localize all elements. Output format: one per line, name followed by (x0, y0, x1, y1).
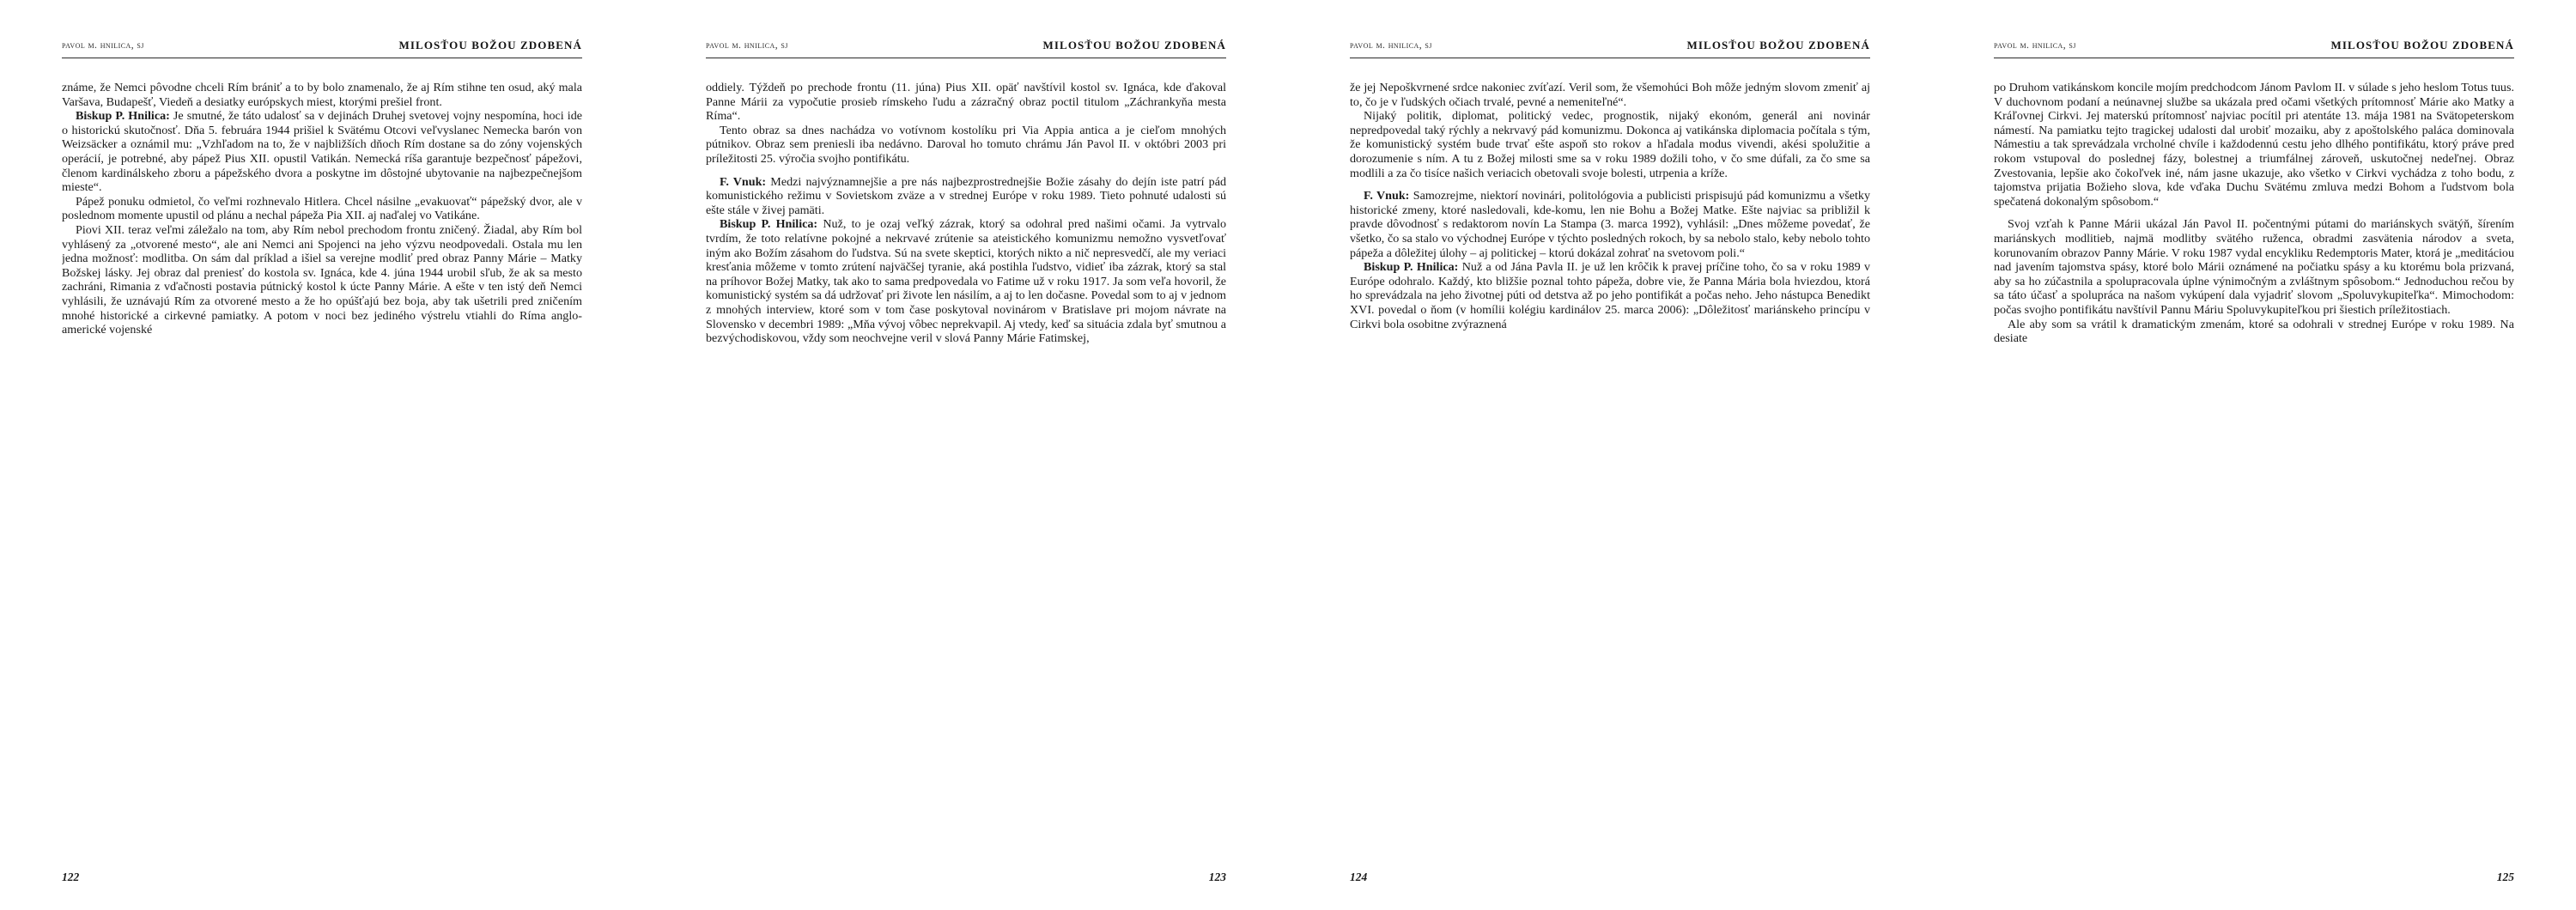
paragraph-text: Nuž, to je ozaj veľký zázrak, ktorý sa odohral pred našimi očami. Ja vytrvalo tvrdím, že toto relatívne pokojné a nekrvavé zrútenie sa ateistického komunizmu nemožno vysvetľovať iným ako Božím zásahom do ľudstva. Sú na svete skeptici, ktorých nikto a nič nepresvedčí, ale my veriaci kresťania môžeme v tomto zrútení najväčšej tyranie, aká postihla ľudstvo, vidieť iba zázrak, ktorý sa stal na príhovor Božej Matky, tak ako to sama predpovedala vo Fatime už v roku 1917. Ja som veľa hovoril, že komunistický systém sa dá udržovať pri živote len násilím, a aj to len dočasne. Povedal som to aj v jednom z mnohých interview, ktoré som v tom čase poskytoval novinárom v Bratislave pri mojom návrate na Slovensko v decembri 1989: „Mňa vývoj vôbec neprekvapil. Aj vtedy, keď sa situácia zdala byť smutnou a bezvýchodiskovou, vždy som neochvejne veril v slová Panny Márie Fatimskej, (706, 217, 1226, 346)
paragraph-text: Piovi XII. teraz veľmi záležalo na tom, aby Rím nebol prechodom frontu zničený. Žiadal, aby Rím bol vyhlásený za „otvorené mesto“, ale ani Nemci ani Spojenci na jeho výzvu neodpovedali. Ostala mu len jedna možnosť: modlitba. On sám dal príklad a išiel sa verejne modliť pred obraz Panny Márie – Matky Božskej lásky. Jej obraz dal preniesť do kostola sv. Ignáca, kde 4. júna 1944 urobil sľub, že ak sa mesto zachráni, Rimania z vďačnosti postavia pútnický kostol k úcte Panny Márie. A ešte v ten istý deň Nemci vyhlásili, že uznávajú Rím za otvorené mesto a že ho opúšťajú bez boja, aby tak ušetrili pred zničením mnohé historické a cirkevné pamiatky. A potom v noci bez jediného výstrelu vtiahli do Ríma anglo-americké vojenské (62, 222, 582, 337)
running-head-author: pavol m. hnilica, sj (1994, 40, 2076, 51)
book-page-122 (0, 0, 644, 910)
paragraph-text: Nuž a od Jána Pavla II. je už len krôčik k pravej príčine toho, čo sa v roku 1989 v Európe odohralo. Každý, kto bližšie poznal tohto pápeža, dobre vie, že Panna Mária bola hviezdou, ktorá ho sprevádzala na jeho životnej púti od detstva až po jeho pontifikát a počas neho. Jeho nástupca Benedikt XVI. povedal o ňom (v homílii kolégiu kardinálov 25. marca 2006): „Dôležitosť mariánskeho princípu v Cirkvi bola osobitne zvýraznená (1350, 260, 1870, 331)
paragraph (1994, 81, 2514, 209)
book-page-124 (1288, 0, 1932, 910)
running-head-title: MILOSŤOU BOŽOU ZDOBENÁ (398, 39, 582, 52)
page-header (1994, 36, 2514, 58)
speaker-label: Biskup P. Hnilica: (1364, 260, 1459, 275)
paragraph (706, 124, 1226, 167)
paragraph-text: Ale aby som sa vrátil k dramatickým zmenám, ktoré sa odohrali v strednej Európe v roku 1989. Na desiate (1994, 317, 2514, 346)
paragraph (1350, 260, 1870, 331)
page-body (1994, 81, 2514, 858)
paragraph (62, 81, 582, 109)
running-head-author: pavol m. hnilica, sj (1350, 40, 1432, 51)
paragraph-text: známe, že Nemci pôvodne chceli Rím brániť a to by bolo znamenalo, že aj Rím stihne ten osud, aký mala Varšava, Budapešť, Viedeň a desiatky európskych miest, ktorými prešiel front. (62, 81, 582, 109)
paragraph (1994, 217, 2514, 317)
paragraph (706, 81, 1226, 124)
page-number: 125 (2496, 871, 2514, 883)
paragraph (62, 195, 582, 223)
page-header (62, 36, 582, 58)
page-number: 122 (62, 871, 80, 883)
paragraph-text: oddiely. Týždeň po prechode frontu (11. júna) Pius XII. opäť navštívil kostol sv. Ignáca, kde ďakoval Panne Márii za vypočutie prosieb rímskeho ľudu a zázračný obraz poctil titulom „Záchrankyňa mesta Ríma“. (706, 81, 1226, 124)
paragraph-text: že jej Nepoškvrnené srdce nakoniec zvíťazí. Veril som, že všemohúci Boh môže jedným slovom zmeniť aj to, čo je v ľudských očiach trvalé, pevné a nemeniteľné“. (1350, 81, 1870, 109)
page-body (1350, 81, 1870, 858)
paragraph (706, 217, 1226, 345)
page-number: 123 (1208, 871, 1226, 883)
paragraph-text: Medzi najvýznamnejšie a pre nás najbezprostrednejšie Božie zásahy do dejín iste patrí pád komunistického režimu v Sovietskom zväze a v strednej Európe v roku 1989. Tieto pohnuté udalosti sú ešte stále v živej pamäti. (706, 174, 1226, 217)
page-body (62, 81, 582, 858)
paragraph-text: Samozrejme, niektorí novinári, politológovia a publicisti prispisujú pád komunizmu a všetky historické zmeny, ktoré nasledovali, kde-komu, len nie Bohu a Božej Matke. Ešte najviac sa približil k pravde dôvodnosť s redaktorom novín La Stampa (3. marca 1992), vyhlásil: „Dnes môžeme povedať, že všetko, čo sa stalo vo východnej Európe v týchto posledných rokoch, by sa nebolo stalo, keby nebolo tohto pápeža a dôležitej úlohy – aj politickej – ktorú dokázal zohrať na svetovom poli.“ (1350, 189, 1870, 260)
paragraph-text: Nijaký politik, diplomat, politický vedec, prognostik, nijaký ekonóm, generál ani novinár nepredpovedal taký rýchly a nekrvavý pád komunizmu. Dokonca aj vatikánska diplomacia počítala s tým, že komunistický systém bude trvať ešte aspoň sto rokov a hľadala modus vivendi, akési spolužitie a dorozumenie s ním. A tu z Božej milosti sme sa v roku 1989 dožili toho, v čo sme dúfali, za čo sme sa modlili a za čo tisíce našich veriacich obetovali svoje bolesti, utrpenia a kríže. (1350, 109, 1870, 180)
paragraph (1350, 109, 1870, 180)
book-page-123 (644, 0, 1288, 910)
page-body (706, 81, 1226, 858)
paragraph (1350, 81, 1870, 109)
page-header (706, 36, 1226, 58)
paragraph-text: Tento obraz sa dnes nachádza vo votívnom kostolíku pri Via Appia antica a je cieľom mnohých pútnikov. Obraz sem preniesli iba nedávno. Daroval ho tomuto chrámu Ján Pavol II. v októbri 2003 pri príležitosti 25. výročia svojho pontifikátu. (706, 123, 1226, 166)
speaker-label: Biskup P. Hnilica: (76, 109, 170, 124)
running-head-author: pavol m. hnilica, sj (706, 40, 788, 51)
paragraph (62, 223, 582, 337)
paragraph (706, 175, 1226, 218)
running-head-title: MILOSŤOU BOŽOU ZDOBENÁ (1686, 39, 1870, 52)
paragraph-text: po Druhom vatikánskom koncile mojím predchodcom Jánom Pavlom II. v súlade s jeho heslom Totus tuus. V duchovnom podaní a neúnavnej službe sa ukázala pred očami všetkých prítomnosť Márie ako Matky a Kráľovnej Cirkvi. Jej materskú prítomnosť najviac pocítil pri atentáte 13. mája 1981 na Svätopeterskom námestí. Na pamiatku tejto tragickej udalosti dal urobiť mozaiku, aby z apoštolského paláca dominovala Námestiu a tak sprevádzala vrcholné chvíle i každodennú cestu jeho dlhého pontifikátu, ktorý práve pred rokom vstupoval do poslednej fázy, bolestnej a triumfálnej zároveň, uskutočnej nedeľnej. Obraz Zvestovania, lepšie ako čokoľvek iné, nám jasne ukazuje, ako všetko v Cirkvi vychádza z toho bodu, z tajomstva prijatia Božieho slova, kde vďaka Duchu Svätému zmluva medzi Bohom a ľudstvom bola spečatená dokonalým spôsobom.“ (1994, 81, 2514, 209)
paragraph-text: Svoj vzťah k Panne Márii ukázal Ján Pavol II. počentnými pútami do mariánskych svätýň, šírením mariánskych modlitieb, najmä modlitby svätého ruženca, obradmi zasvätenia národov a sveta, korunovaním obrazov Panny Márie. V roku 1987 vydal encykliku Redemptoris Mater, ktorá je „meditáciou nad javením tajomstva spásy, ktoré bolo Márii oznámené na počiatku spásy a ku ktorému bola prizvaná, aby sa ho zúčastnila a spolupracovala úplne výnimočným a zvláštnym spôsobom.“ Jednoduchou rečou by sa táto účasť a spolupráca na našom vykúpení dala vyjadriť slovom „Spoluvykupiteľka“. Mimochodom: počas svojho pontifikátu navštívil Pannu Máriu Spoluvykupiteľkou pri šiestich príležitostiach. (1994, 217, 2514, 317)
page-header (1350, 36, 1870, 58)
speaker-label: F. Vnuk: (1364, 189, 1410, 203)
page-number: 124 (1350, 871, 1368, 883)
book-page-125 (1932, 0, 2576, 910)
running-head-author: pavol m. hnilica, sj (62, 40, 144, 51)
running-head-title: MILOSŤOU BOŽOU ZDOBENÁ (2330, 39, 2514, 52)
paragraph (62, 109, 582, 195)
paragraph (1350, 189, 1870, 260)
paragraph-text: Pápež ponuku odmietol, čo veľmi rozhnevalo Hitlera. Chcel násilne „evakuovať“ pápežský dvor, ale v poslednom momente upustil od plánu a nechal pápeža Pia XII. aj naďalej vo Vatikáne. (62, 194, 582, 223)
paragraph (1994, 318, 2514, 346)
paragraph-text: Je smutné, že táto udalosť sa v dejinách Druhej svetovej vojny nespomína, hoci ide o historickú skutočnosť. Dňa 5. februára 1944 prišiel k Svätému Otcovi veľvyslanec Nemecka barón von Weizsäcker a oznámil mu: „Vzhľadom na to, že v najbližších dňoch Rím dostane sa do zóny vojenských operácií, je potrebné, aby pápež Pius XII. opustil Vatikán. Nemecká ríša garantuje bezpečnosť pápežovi, členom kardinálskeho zboru a pápežského dvora a poskytne im dôstojné ubytovanie na najbezpečnejšom mieste“. (62, 109, 582, 195)
speaker-label: F. Vnuk: (720, 174, 767, 189)
running-head-title: MILOSŤOU BOŽOU ZDOBENÁ (1042, 39, 1226, 52)
speaker-label: Biskup P. Hnilica: (720, 217, 818, 232)
